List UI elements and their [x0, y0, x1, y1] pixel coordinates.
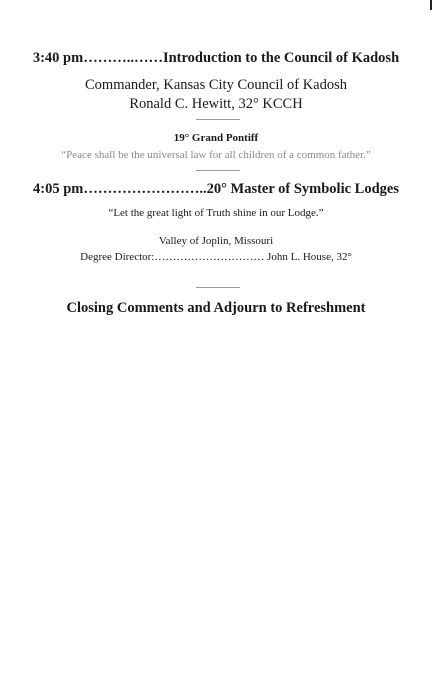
commander-line: Commander, Kansas City Council of Kadosh — [85, 77, 347, 93]
lodge-quote: “Let the great light of Truth shine in our Lodge.” — [108, 207, 324, 219]
commander-name: Ronald C. Hewitt, 32° KCCH — [129, 96, 303, 112]
pontiff-quote: “Peace shall be the universal law for all children of a common father.” — [61, 149, 371, 161]
divider-3 — [196, 287, 240, 288]
pontiff-title: 19° Grand Pontiff — [173, 132, 259, 144]
closing-heading: Closing Comments and Adjourn to Refreshment — [66, 300, 366, 316]
divider-2 — [196, 170, 240, 171]
valley-line: Valley of Joplin, Missouri — [158, 235, 274, 247]
section-1-heading: 3:40 pm………..……Introduction to the Council of Kadosh — [32, 50, 400, 66]
degree-director-line: Degree Director:………………………… John L. House, 32° — [80, 251, 352, 263]
section-2-heading: 4:05 pm……………………..20° Master of Symbolic Lodges — [32, 181, 399, 197]
divider-1 — [196, 119, 240, 120]
